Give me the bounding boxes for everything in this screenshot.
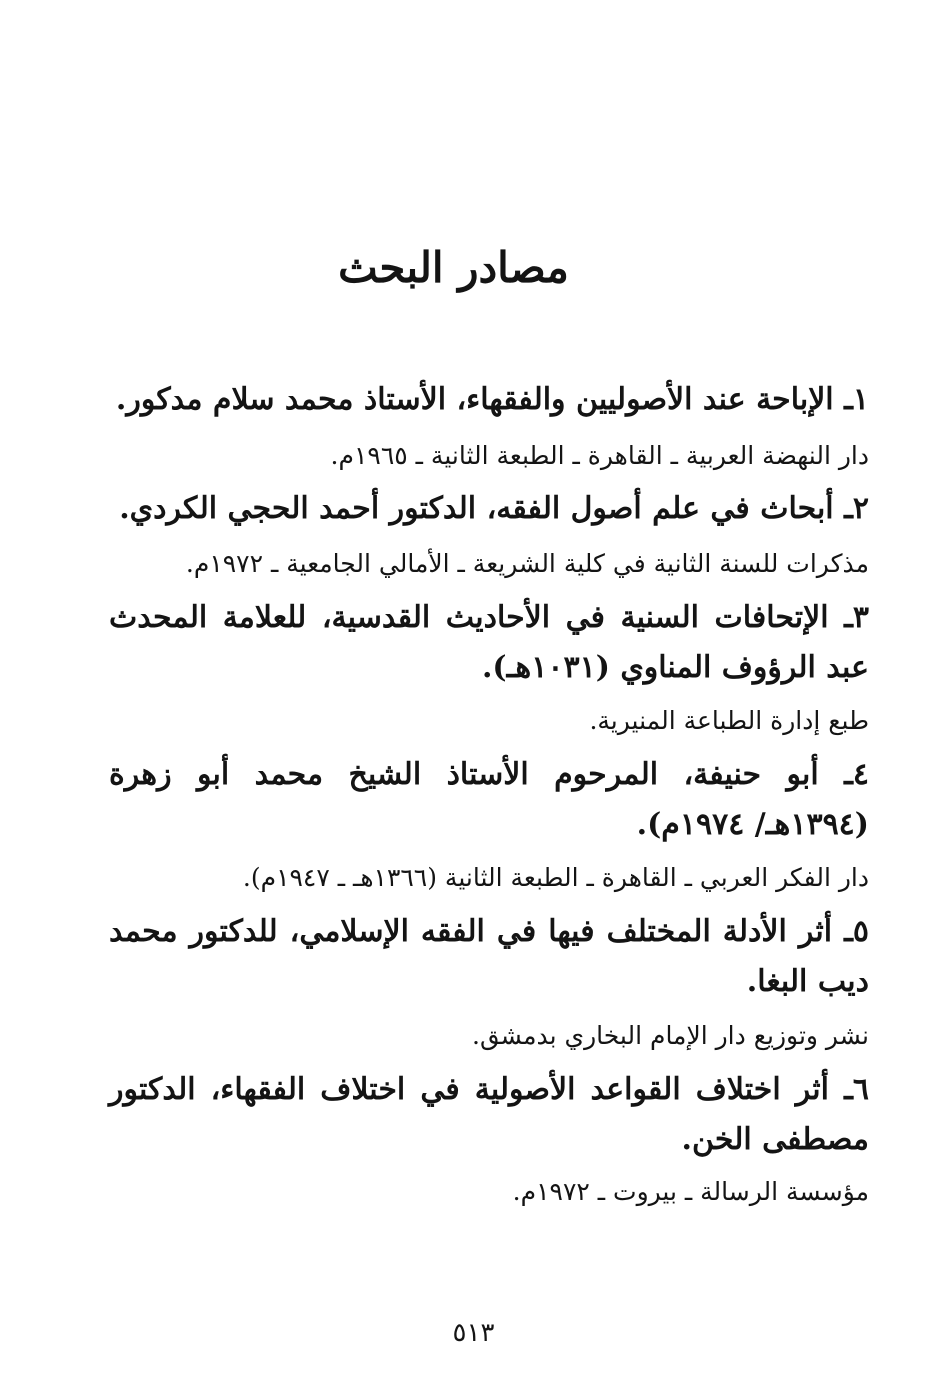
source-item-5 [109,907,869,1007]
source-publication: دار النهضة العربية ـ القاهرة ـ الطبعة الثانية ـ ١٩٦٥م. [330,441,869,470]
page-title: مصادر البحث [338,243,569,292]
source-item-6 [109,1065,869,1165]
source-item-4 [109,750,869,850]
source-publication: دار الفكر العربي ـ القاهرة ـ الطبعة الثانية (١٣٦٦هـ ـ ١٩٤٧م). [242,863,869,892]
source-item-1 [109,375,869,425]
source-entry: ٢ـ أبحاث في علم أصول الفقه، الدكتور أحمد الحجي الكردي. [119,491,869,526]
source-item-1-pub [109,436,869,476]
source-entry: ٦ـ أثر اختلاف القواعد الأصولية في اختلاف الفقهاء، الدكتور مصطفى الخن. [109,1072,869,1157]
source-publication: طبع إدارة الطباعة المنيرية. [589,706,869,735]
source-entry: ٣ـ الإتحافات السنية في الأحاديث القدسية، للعلامة المحدث عبد الرؤوف المناوي (١٠٣١هـ). [109,600,869,685]
source-publication: مذكرات للسنة الثانية في كلية الشريعة ـ الأمالي الجامعية ـ ١٩٧٢م. [185,549,869,578]
source-item-2-pub [109,544,869,584]
source-item-5-pub [109,1016,869,1056]
source-entry: ١ـ الإباحة عند الأصوليين والفقهاء، الأستاذ محمد سلام مدكور. [115,382,869,417]
page-number: ٥١٣ [452,1318,495,1348]
source-item-4-pub [109,858,869,898]
source-item-3 [109,593,869,693]
source-publication: مؤسسة الرسالة ـ بيروت ـ ١٩٧٢م. [512,1177,869,1206]
source-item-2 [109,484,869,534]
source-item-3-pub [109,701,869,741]
source-entry: ٤ـ أبو حنيفة، المرحوم الأستاذ الشيخ محمد أبو زهرة (١٣٩٤هـ/ ١٩٧٤م). [109,757,869,842]
source-publication: نشر وتوزيع دار الإمام البخاري بدمشق. [472,1021,869,1050]
source-entry: ٥ـ أثر الأدلة المختلف فيها في الفقه الإسلامي، للدكتور محمد ديب البغا. [109,914,869,999]
source-item-6-pub [109,1172,869,1212]
